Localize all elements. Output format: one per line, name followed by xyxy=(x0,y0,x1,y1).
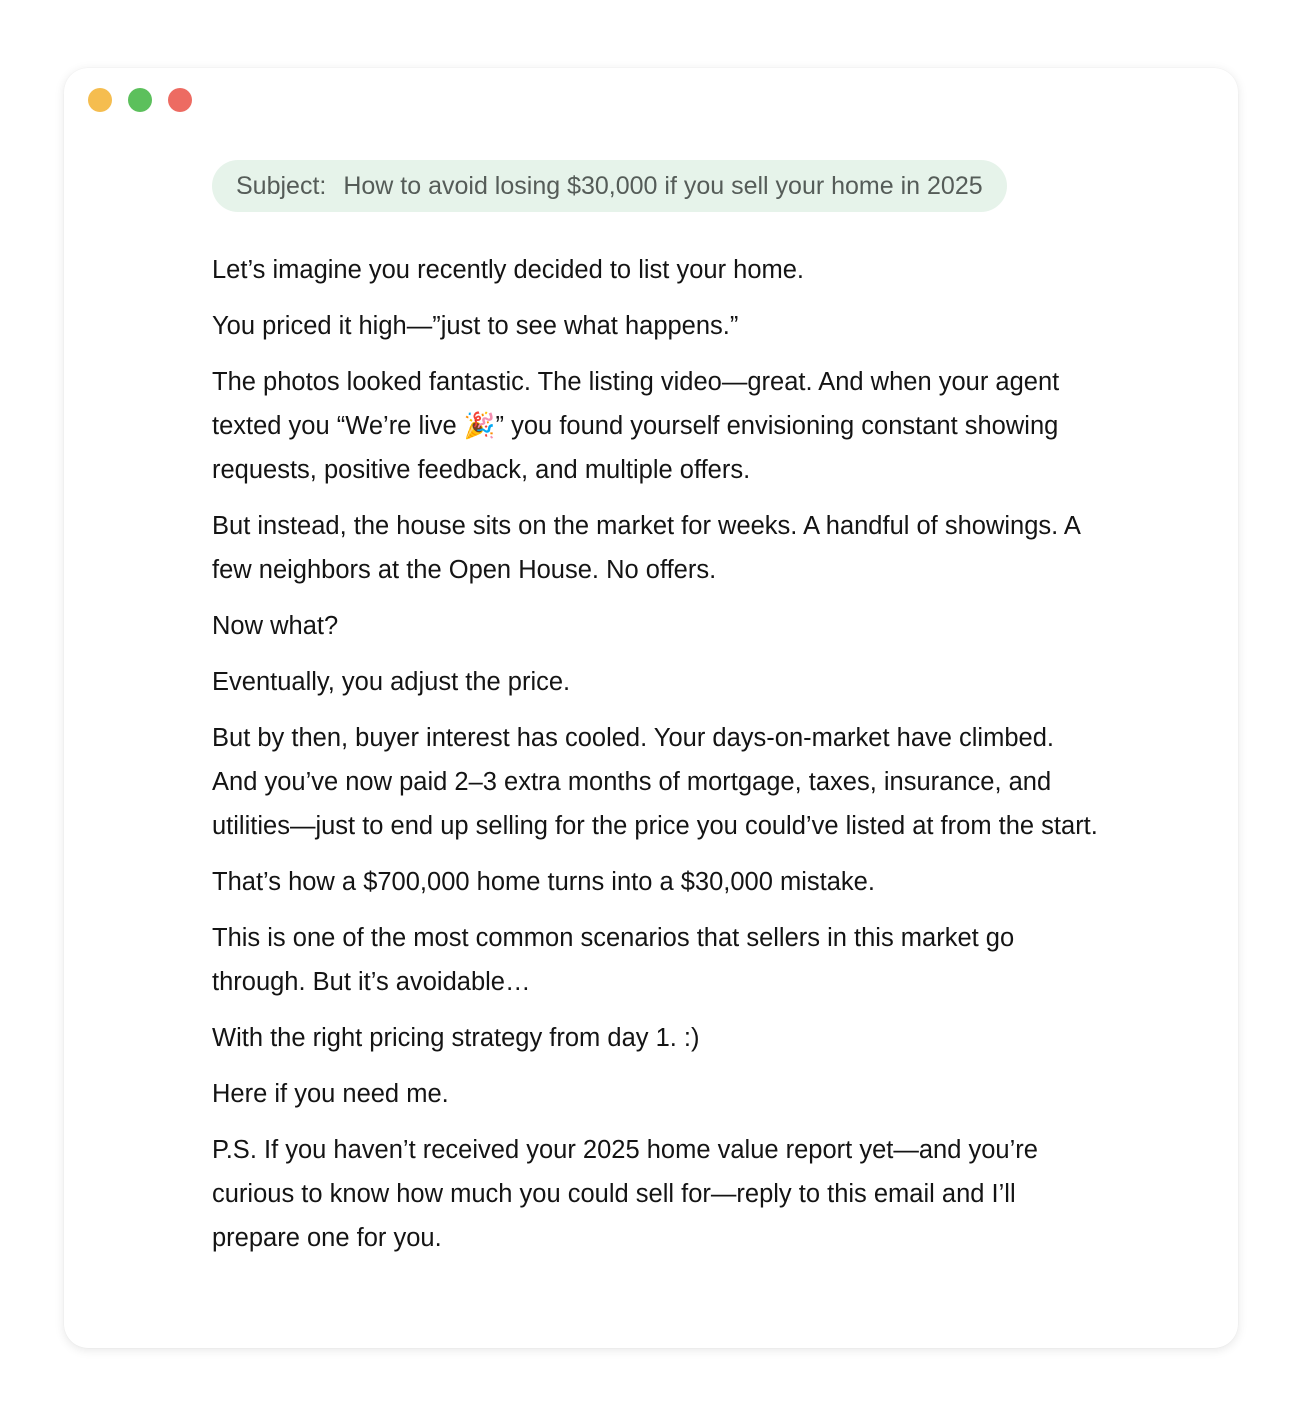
minimize-button[interactable] xyxy=(88,88,112,112)
body-paragraph: But instead, the house sits on the market for weeks. A handful of showings. A few neighbors at the Open House. No offers. xyxy=(212,512,1080,584)
email-body xyxy=(212,248,1102,1260)
body-paragraph: You priced it high—”just to see what happens.” xyxy=(212,312,739,340)
body-paragraph: This is one of the most common scenarios that sellers in this market go through. But it’s avoidable… xyxy=(212,924,1015,996)
body-paragraph: The photos looked fantastic. The listing video—great. And when your agent texted you “We’re live 🎉” you found yourself envisioning constant showing requests, positive feedback, and multiple offers. xyxy=(212,368,1060,484)
body-paragraph: Now what? xyxy=(212,612,339,640)
email-content xyxy=(212,160,1102,1272)
window-controls xyxy=(88,88,192,112)
body-paragraph: Let’s imagine you recently decided to list your home. xyxy=(212,256,805,284)
close-button[interactable] xyxy=(168,88,192,112)
ps-paragraph: P.S. If you haven’t received your 2025 home value report yet—and you’re curious to know how much you could sell for—reply to this email and I’ll prepare one for you. xyxy=(212,1136,1038,1252)
subject-pill xyxy=(212,160,1007,212)
maximize-button[interactable] xyxy=(128,88,152,112)
body-paragraph: But by then, buyer interest has cooled. Your days-on-market have climbed. And you’ve now paid 2–3 extra months of mortgage, taxes, insurance, and utilities—just to end up selling for the price you could’ve listed at from the start. xyxy=(212,724,1098,840)
subject-text: How to avoid losing $30,000 if you sell your home in 2025 xyxy=(343,171,983,200)
subject-label: Subject: xyxy=(236,171,327,200)
body-paragraph: Here if you need me. xyxy=(212,1080,449,1108)
body-paragraph: With the right pricing strategy from day 1. :) xyxy=(212,1024,700,1052)
email-window xyxy=(64,68,1238,1348)
body-paragraph: Eventually, you adjust the price. xyxy=(212,668,571,696)
body-paragraph: That’s how a $700,000 home turns into a $30,000 mistake. xyxy=(212,868,875,896)
